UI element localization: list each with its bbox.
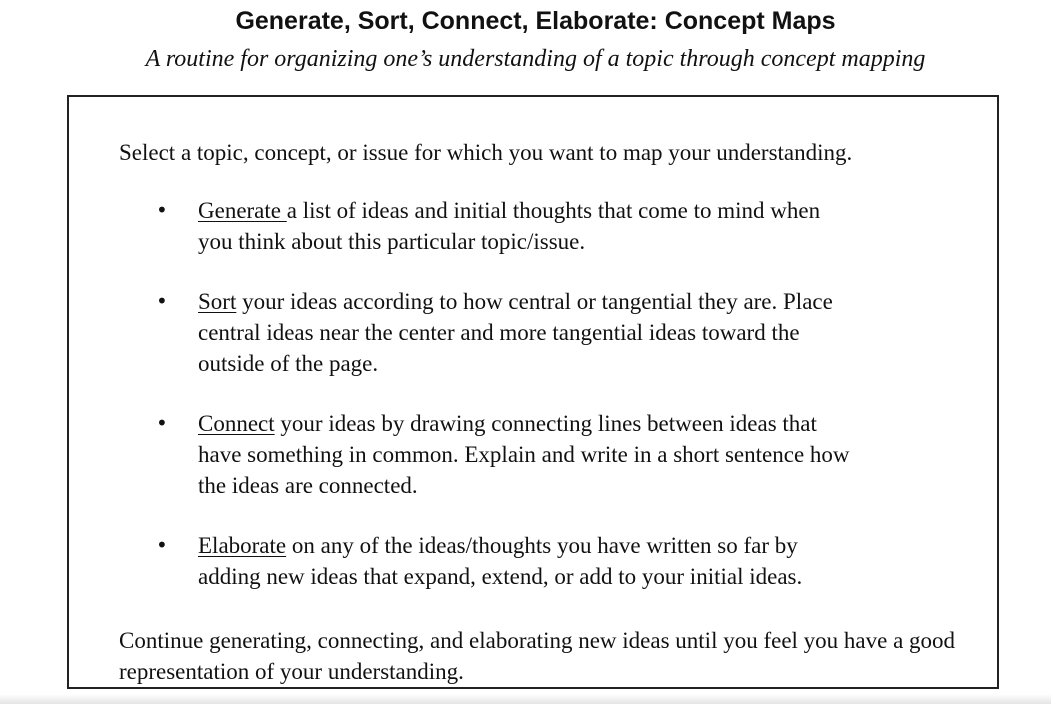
step-sort [69, 286, 858, 379]
page-title: Generate, Sort, Connect, Elaborate: Concept Maps [235, 7, 836, 35]
step-keyword-elaborate: Elaborate [198, 533, 287, 558]
step-generate [69, 195, 858, 257]
intro-text: Select a topic, concept, or issue for which you want to map your understanding. [119, 140, 853, 165]
step-text-connect: your ideas by drawing connecting lines between ideas that have something in common. Explain and write in a short sentence how the ideas are connected. [198, 411, 850, 498]
page-bottom-edge [0, 694, 1051, 704]
step-text-generate: a list of ideas and initial thoughts that come to mind when you think about this particular topic/issue. [198, 198, 821, 254]
step-connect [69, 408, 858, 501]
step-text-sort: your ideas according to how central or tangential they are. Place central ideas near the center and more tangential ideas toward the outside of the page. [198, 289, 833, 376]
step-keyword-generate: Generate [198, 198, 287, 223]
content-box [67, 95, 999, 689]
bullet-icon: • [156, 411, 168, 435]
step-text-elaborate: on any of the ideas/thoughts you have written so far by adding new ideas that expand, extend, or add to your initial ideas. [198, 533, 803, 589]
step-elaborate [69, 530, 858, 592]
step-keyword-connect: Connect [198, 411, 275, 436]
step-keyword-sort: Sort [198, 289, 237, 314]
steps-list [69, 195, 999, 592]
bullet-icon: • [156, 533, 168, 557]
bullet-icon: • [156, 289, 168, 313]
bullet-icon: • [156, 198, 168, 222]
page-subtitle: A routine for organizing one’s understanding of a topic through concept mapping [145, 46, 926, 72]
closing-text: Continue generating, connecting, and elaborating new ideas until you feel you have a good representation of your understanding. [119, 628, 956, 684]
